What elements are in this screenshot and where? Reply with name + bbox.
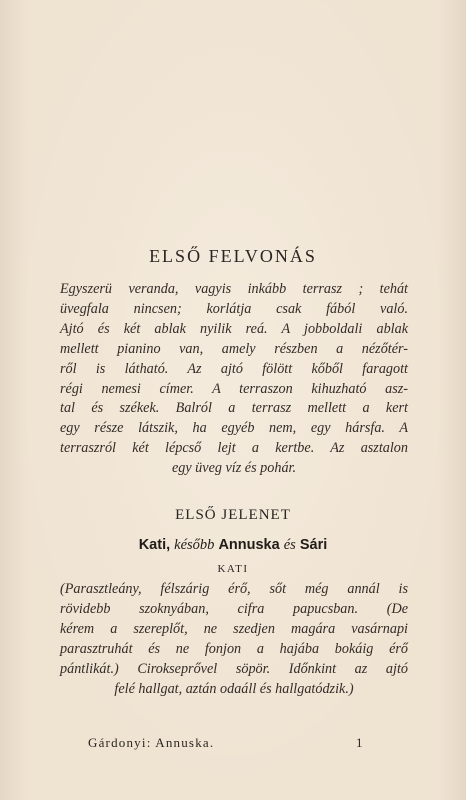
stage-direction-line: ről is látható. Az ajtó fölött kőből faragott (60, 360, 408, 377)
speech-text (60, 580, 408, 699)
act-heading: ELSŐ FELVONÁS (149, 246, 317, 266)
speech-line: pántlikát.) Cirokseprővel söpör. Időnkint az ajtó (60, 660, 408, 677)
stage-direction-line: egy üveg víz és pohár. (171, 460, 297, 477)
scene-title: ELSŐ JELENET (175, 507, 291, 523)
stage-direction-line: egy része látszik, ha egyéb nem, egy hársfa. A (60, 420, 408, 437)
speech-line: rövidebb szoknyában, cifra papucsban. (De (60, 600, 408, 617)
speech-line: parasztruhát és ne fonjon a hajába bokáig érő (60, 640, 408, 657)
stage-direction-line: mellett pianino van, amely részben a nézőtér- (60, 340, 408, 357)
cast-connector: és (283, 537, 296, 553)
stage-direction (60, 280, 408, 479)
stage-direction-line: Egyszerü veranda, vagyis inkább terrasz ; tehát (60, 281, 408, 297)
page-number: 1 (356, 735, 363, 750)
cast-list (0, 537, 466, 554)
stage-direction-line: Ajtó és két ablak nyilik reá. A jobboldali ablak (60, 320, 408, 337)
cast-connector: később (174, 537, 215, 553)
stage-direction-line: üvegfala nincsen; korlátja csak fából való. (60, 300, 408, 317)
speaker-name: KATI (217, 563, 249, 575)
speech-line: felé hallgat, aztán odaáll és hallgatódzik.) (114, 680, 354, 697)
speech-line: kérem a szereplőt, ne szedjen magára vasárnapi (60, 620, 408, 637)
cast-name: Kati, (138, 537, 171, 553)
speech-line: (Parasztleány, félszárig érő, sőt még annál is (60, 581, 408, 597)
running-footer: Gárdonyi: Annuska. (88, 735, 215, 750)
cast-name: Sári (299, 537, 328, 553)
stage-direction-line: tal és székek. Balról a terrasz mellett a kert (60, 400, 408, 417)
stage-direction-line: terraszról két lépcső lejt a kertbe. Az asztalon (60, 440, 408, 457)
cast-name: Annuska (218, 537, 280, 553)
stage-direction-line: régi nemesi címer. A terraszon kihuzható asz- (60, 380, 408, 397)
